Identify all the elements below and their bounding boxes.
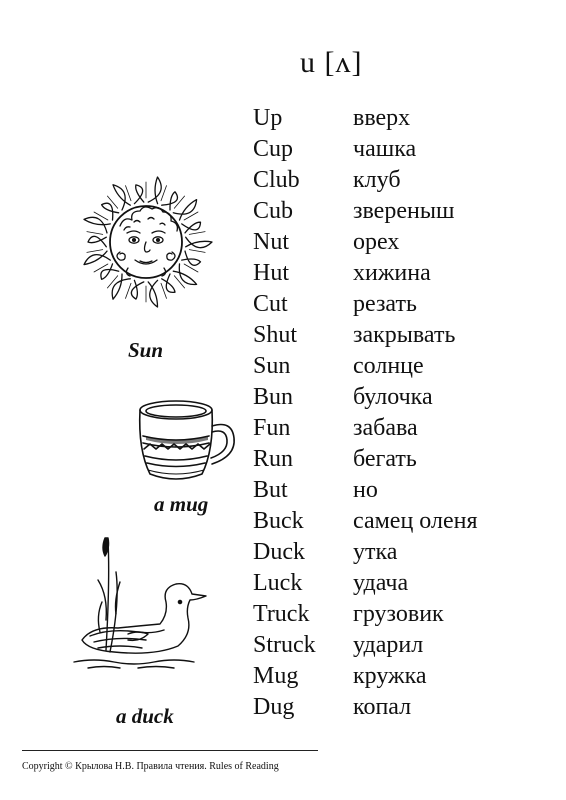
sun-ray-stroke [189,250,205,253]
sun-ray-stroke [94,264,108,272]
mug-icon [130,396,240,488]
english-word: Cup [253,136,294,162]
sun-caption: Sun [128,338,164,362]
page-title: u [ʌ] [300,46,363,79]
sun-ray-stroke [107,276,117,288]
russian-translation: чашка [353,136,417,162]
russian-translation: но [353,477,378,503]
russian-translation: клуб [353,167,401,193]
english-word: Shut [253,322,298,348]
english-word: Duck [253,539,305,565]
english-word: Hut [253,260,289,286]
russian-translation: утка [353,539,398,565]
mug-caption: a mug [154,492,209,516]
english-word: Club [253,167,300,193]
word-row [253,661,553,692]
sun-ray [182,222,201,233]
english-word: Mug [253,663,299,689]
english-word: Cub [253,198,294,224]
sun-ray-stroke [126,186,132,201]
russian-translation: удача [353,570,409,596]
russian-translation: копал [353,694,412,720]
sun-ray-stroke [94,212,108,220]
english-word: Fun [253,415,291,441]
sun-ray-stroke [174,276,184,288]
russian-translation: орех [353,229,400,255]
word-row [253,413,553,444]
russian-translation: хижина [353,260,431,286]
sun-ray-stroke [126,283,132,298]
russian-translation: резать [353,291,417,317]
sun-ray [148,177,161,204]
word-row [253,351,553,382]
word-row [253,258,553,289]
word-row [253,692,553,723]
word-row [253,196,553,227]
word-row [253,630,553,661]
russian-translation: звереныш [353,198,455,224]
sun-ray [131,280,143,299]
english-word: Sun [253,353,291,379]
word-row [253,599,553,630]
word-row [253,475,553,506]
word-row [253,506,553,537]
russian-translation: бегать [353,446,417,472]
russian-translation: закрывать [353,322,456,348]
word-row [253,134,553,165]
sun-ray-stroke [107,196,117,208]
word-row [253,568,553,599]
russian-translation: кружка [353,663,427,689]
duck-caption: a duck [116,704,174,728]
sun-ray-stroke [189,232,205,235]
sun-ray-stroke [87,250,103,253]
russian-translation: вверх [353,105,411,131]
english-word: Run [253,446,294,472]
duck-icon [68,532,218,674]
sun-ray [182,251,201,265]
sun-ray-stroke [174,196,184,208]
word-row [253,320,553,351]
english-word: Buck [253,508,304,534]
word-row [253,103,553,134]
sun-ray [173,264,196,285]
russian-translation: булочка [353,384,433,410]
russian-translation: ударил [353,632,424,658]
sun-ray [88,236,106,246]
sun-ray-stroke [87,232,103,235]
english-word: Nut [253,229,289,255]
russian-translation: забава [353,415,418,441]
english-word: Struck [253,632,316,658]
english-word: Cut [253,291,288,317]
english-word: Luck [253,570,303,596]
word-row [253,537,553,568]
english-word: But [253,477,288,503]
sun-ray [134,185,143,204]
sun-face-icon [68,168,224,316]
english-word: Dug [253,694,295,720]
word-row [253,289,553,320]
sun-ray [186,237,212,247]
russian-translation: самец оленя [353,508,478,534]
word-table [253,103,553,723]
english-word: Truck [253,601,310,627]
russian-translation: солнце [353,353,424,379]
word-row [253,165,553,196]
english-word: Bun [253,384,294,410]
sun-ray [84,217,110,233]
sun-ray [112,274,130,299]
word-row [253,444,553,475]
sun-ray [173,200,196,221]
copyright-footer: Copyright © Крылова Н.В. Правила чтения. Rules of Reading [22,761,279,772]
english-word: Up [253,105,283,131]
sun-ray [84,251,110,265]
word-row [253,382,553,413]
word-row [253,227,553,258]
sun-ray [148,280,157,307]
russian-translation: грузовик [353,601,444,627]
footer-divider [22,750,318,751]
